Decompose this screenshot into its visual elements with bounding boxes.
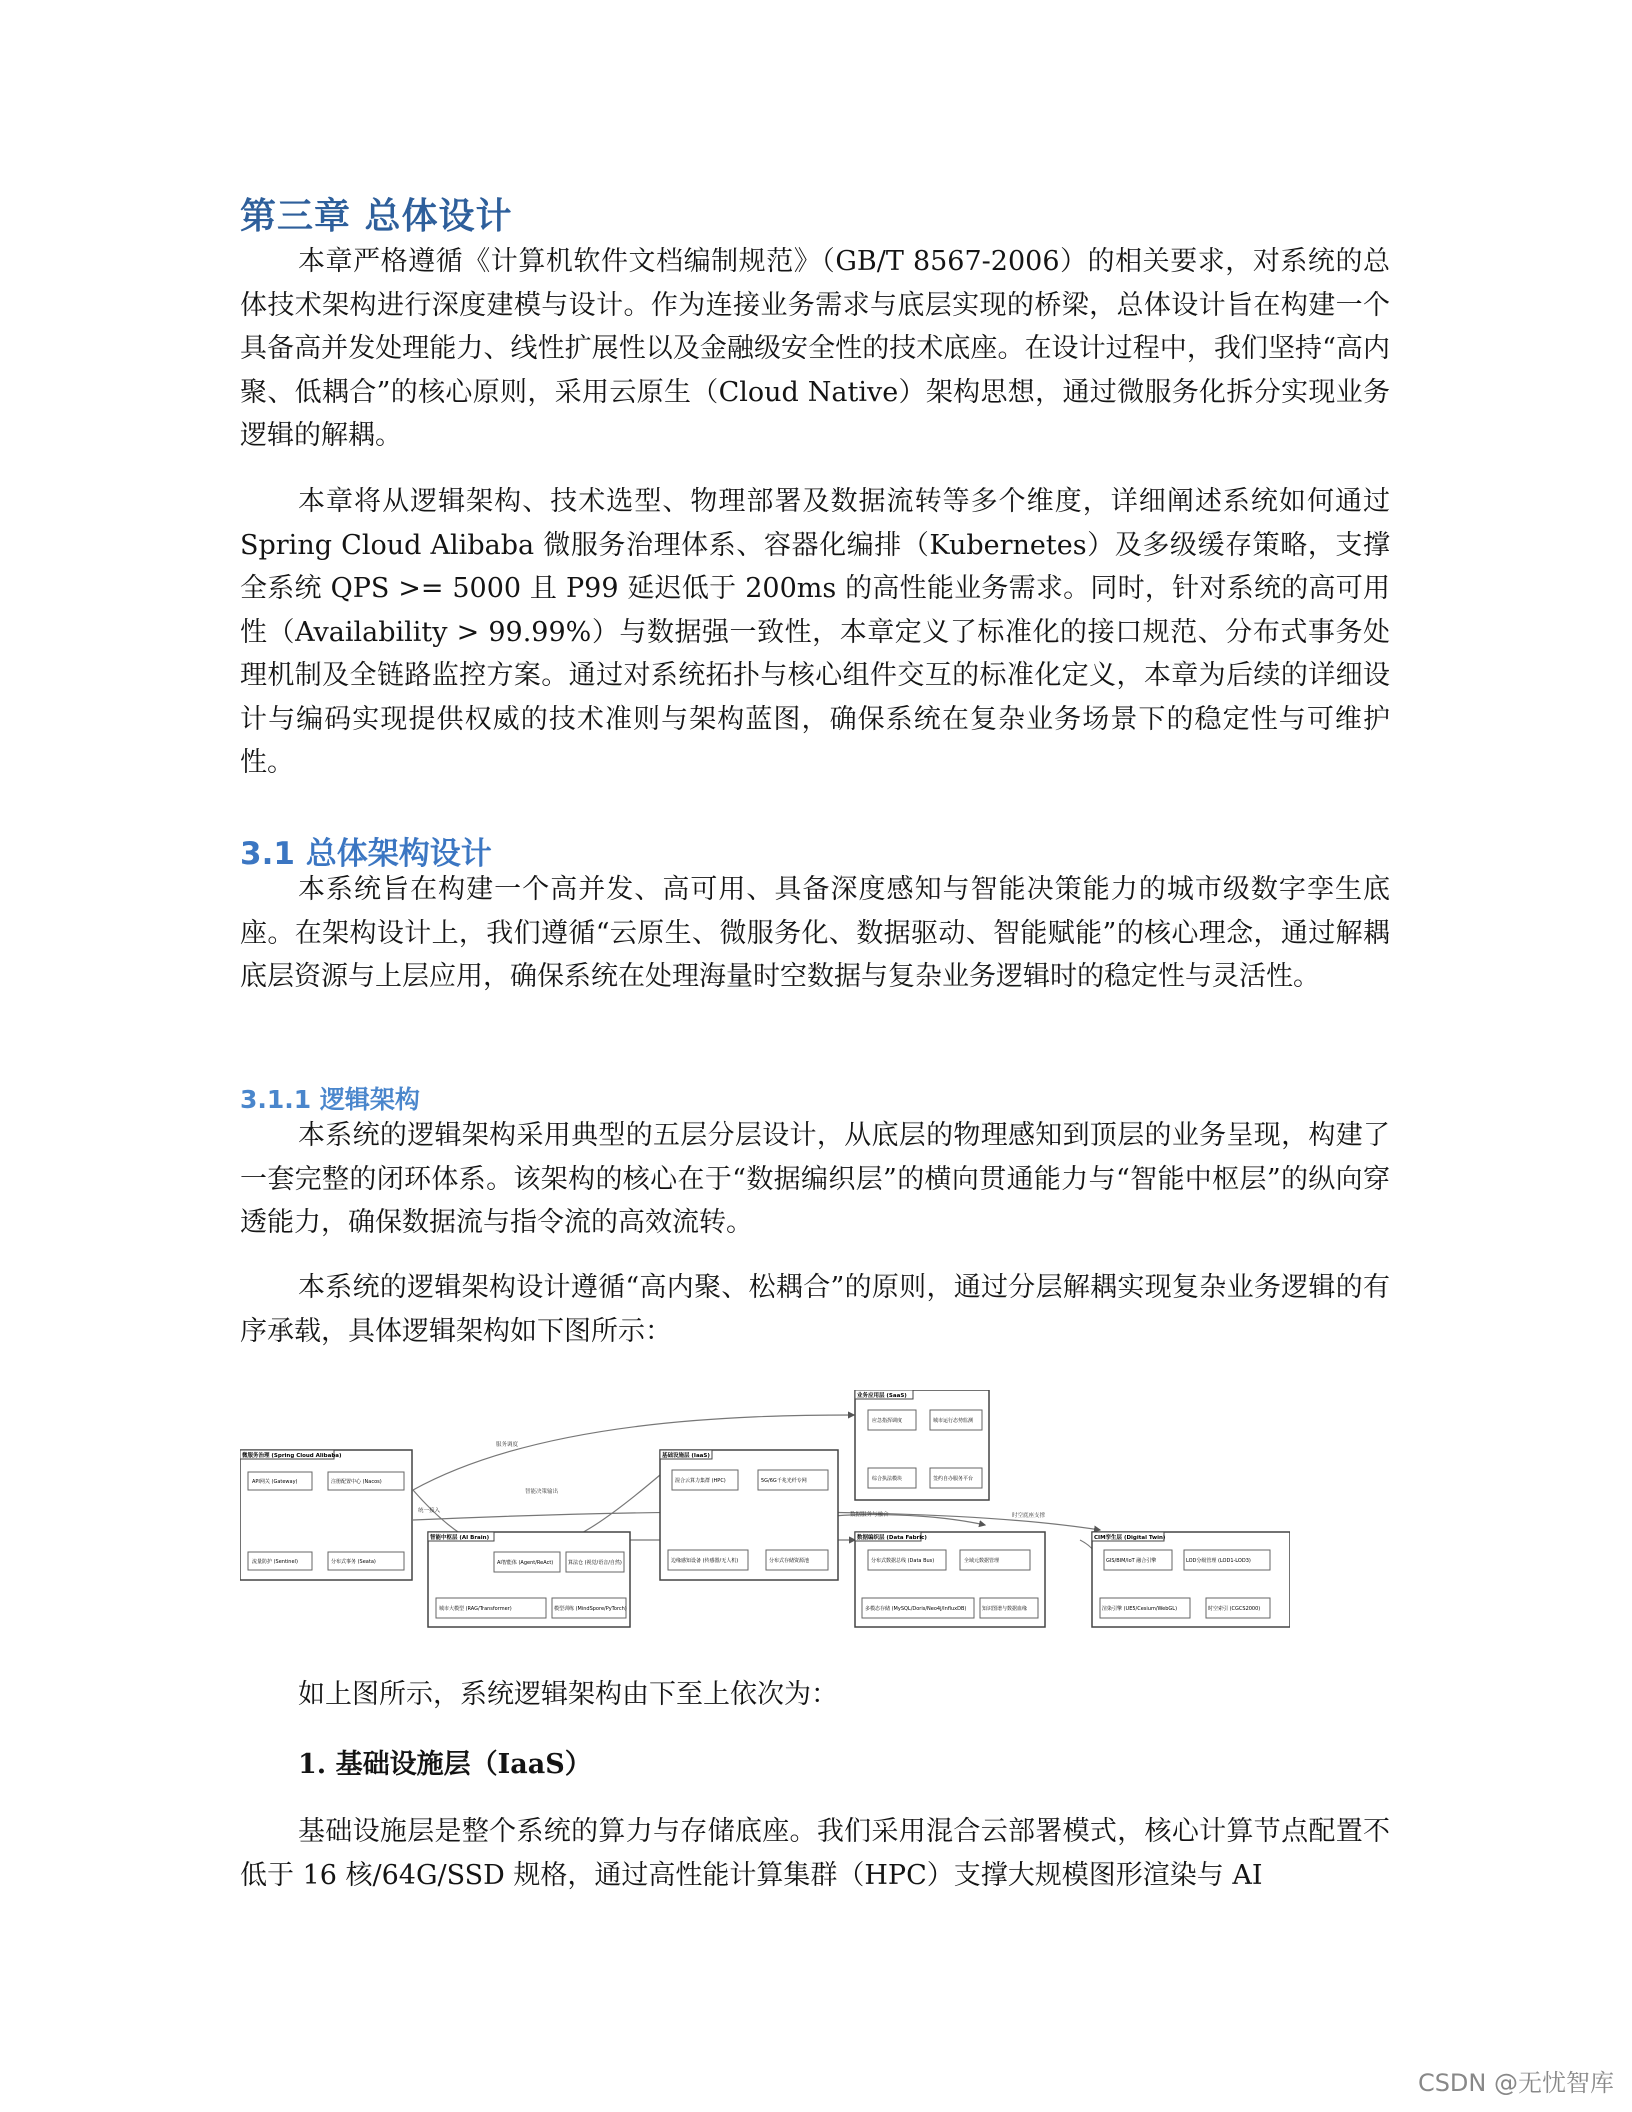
box-title: 业务应用层 (SaaS) bbox=[857, 1393, 907, 1399]
layer-box-data-fabric bbox=[855, 1532, 1045, 1627]
logical-architecture-diagram bbox=[240, 1390, 1290, 1650]
box-item: GIS/BIM/IoT 融合引擎 bbox=[1106, 1558, 1157, 1564]
section-3-1-1-title: 3.1.1 逻辑架构 bbox=[240, 1085, 420, 1114]
box-item: 应急指挥调度 bbox=[872, 1418, 903, 1424]
intro-paragraph-2: 本章将从逻辑架构、技术选型、物理部署及数据流转等多个维度，详细阐述系统如何通过 Spring Cloud Alibaba 微服务治理体系、容器化编排（Kubernetes）及多级缓存策略，支撑全系统 QPS >= 5000 且 P99 延迟低于 200ms 的高性能业务需求。同时，针对系统的高可用性（Availability > 99.99%）与数据强一致性，本章定义了标准化的接口规范、分布式事务处理机制及全链路监控方案。通过对系统拓扑与核心组件交互的标准化定义，本章为后续的详细设计与编码实现提供权威的技术准则与架构蓝图，确保系统在复杂业务场景下的稳定性与可维护性。 bbox=[240, 486, 1390, 778]
layer-box-digital-twin bbox=[1092, 1532, 1290, 1627]
iaas-paragraph: 基础设施层是整个系统的算力与存储底座。我们采用混合云部署模式，核心计算节点配置不低于 16 核/64G/SSD 规格，通过高性能计算集群（HPC）支撑大规模图形渲染与 AI bbox=[240, 1816, 1390, 1891]
box-title: CIM孪生层 (Digital Twin) bbox=[1094, 1535, 1166, 1541]
box-item: 知识图谱与数据血缘 bbox=[982, 1606, 1028, 1612]
box-item: 分布式事务 (Seata) bbox=[331, 1559, 376, 1565]
section-3-1-title: 3.1 总体架构设计 bbox=[240, 836, 492, 872]
box-title: 微服务治理 (Spring Cloud Alibaba) bbox=[242, 1453, 342, 1459]
box-title: 基础设施层 (IaaS) bbox=[662, 1453, 710, 1459]
box-item: 时空索引 (CGCS2000) bbox=[1208, 1606, 1261, 1612]
watermark: CSDN @无忧智库 bbox=[1417, 2069, 1614, 2097]
box-item: AI智能体 (Agent/ReAct) bbox=[497, 1560, 554, 1566]
box-item: 边缘感知设备 (传感器/无人机) bbox=[671, 1558, 739, 1564]
box-item: LOD分级管理 (LOD1-LOD3) bbox=[1186, 1558, 1251, 1564]
box-item: 分布式数据总线 (Data Bus) bbox=[871, 1558, 935, 1564]
chapter-title: 第三章 总体设计 bbox=[240, 196, 513, 237]
box-item: 算法仓 (视觉/语音/自然) bbox=[568, 1560, 622, 1566]
figure-caption: 如上图所示，系统逻辑架构由下至上依次为： bbox=[298, 1679, 838, 1710]
edge-label: 数据服务与融合 bbox=[850, 1512, 889, 1518]
box-item: 分布式存储资源池 bbox=[769, 1558, 810, 1564]
layer-box-ai-brain bbox=[428, 1532, 630, 1627]
layer-box-iaas bbox=[660, 1450, 838, 1580]
layer-box-microservice bbox=[240, 1450, 412, 1580]
box-item: 注册配置中心 (Nacos) bbox=[331, 1479, 382, 1485]
logic-arch-paragraph-2: 本系统的逻辑架构设计遵循“高内聚、松耦合”的原则，通过分层解耦实现复杂业务逻辑的有序承载，具体逻辑架构如下图所示： bbox=[240, 1272, 1390, 1347]
intro-paragraph-1: 本章严格遵循《计算机软件文档编制规范》（GB/T 8567-2006）的相关要求，对系统的总体技术架构进行深度建模与设计。作为连接业务需求与底层实现的桥梁，总体设计旨在构建一个具备高并发处理能力、线性扩展性以及金融级安全性的技术底座。在设计过程中，我们坚持“高内聚、低耦合”的核心原则，采用云原生（Cloud Native）架构思想，通过微服务化拆分实现业务逻辑的解耦。 bbox=[240, 246, 1390, 451]
box-item: 全域元数据管理 bbox=[964, 1558, 1000, 1564]
box-item: 多模态存储 (MySQL/Doris/Neo4j/InfluxDB) bbox=[865, 1606, 967, 1612]
layer-box-saas bbox=[855, 1390, 989, 1500]
box-item: 模型训练 (MindSpore/PyTorch) bbox=[554, 1606, 627, 1612]
box-item: 5G/6G千兆光纤专网 bbox=[761, 1478, 807, 1484]
box-item: API网关 (Gateway) bbox=[252, 1479, 298, 1485]
box-item: 综合执法模块 bbox=[872, 1476, 903, 1482]
box-item: 混合云算力集群 (HPC) bbox=[675, 1478, 726, 1484]
edge-label: 时空底座支撑 bbox=[1012, 1513, 1046, 1519]
edge-label: 统一接入 bbox=[418, 1508, 441, 1514]
box-title: 数据编织层 (Data Fabric) bbox=[857, 1535, 927, 1541]
edge-label: 智能决策输出 bbox=[525, 1489, 559, 1495]
box-item: 城市大模型 (RAG/Transformer) bbox=[439, 1606, 512, 1612]
box-item: 签约自办服务平台 bbox=[933, 1476, 974, 1482]
edge-label: 服务调度 bbox=[496, 1442, 519, 1448]
section-3-1-paragraph: 本系统旨在构建一个高并发、高可用、具备深度感知与智能决策能力的城市级数字孪生底座。在架构设计上，我们遵循“云原生、微服务化、数据驱动、智能赋能”的核心理念，通过解耦底层资源与上层应用，确保系统在处理海量时空数据与复杂业务逻辑时的稳定性与灵活性。 bbox=[240, 874, 1390, 992]
logic-arch-paragraph-1: 本系统的逻辑架构采用典型的五层分层设计，从底层的物理感知到顶层的业务呈现，构建了一套完整的闭环体系。该架构的核心在于“数据编织层”的横向贯通能力与“智能中枢层”的纵向穿透能力，确保数据流与指令流的高效流转。 bbox=[240, 1120, 1390, 1238]
box-item: 流量防护 (Sentinel) bbox=[252, 1559, 298, 1565]
box-item: 渲染引擎 (UE5/Cesium/WebGL) bbox=[1102, 1606, 1178, 1612]
list-item-iaas: 1. 基础设施层（IaaS） bbox=[298, 1749, 592, 1780]
box-item: 城市运行态势监测 bbox=[933, 1418, 974, 1424]
box-title: 智能中枢层 (AI Brain) bbox=[430, 1535, 490, 1541]
